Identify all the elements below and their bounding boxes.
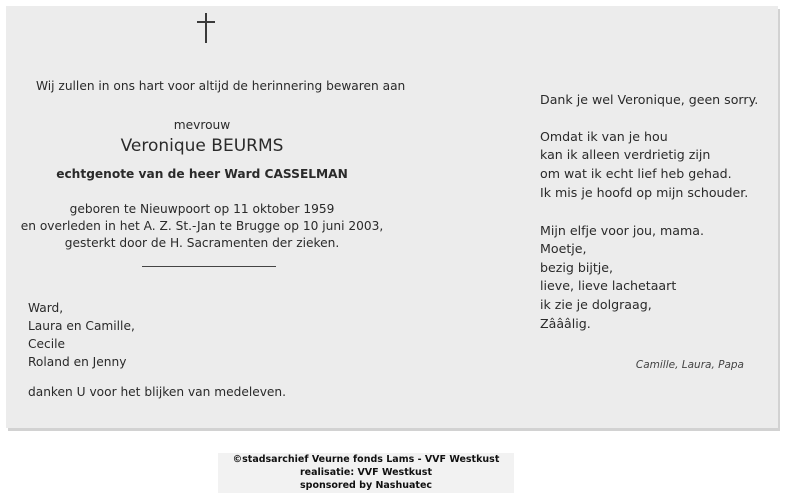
spouse-line: echtgenote van de heer Ward CASSELMAN xyxy=(56,167,348,181)
credits-realisation: realisatie: VVF Westkust xyxy=(299,467,433,478)
poem-line: kan ik alleen verdrietig zijn xyxy=(540,147,711,162)
poem-line: Mijn elfje voor jou, mama. xyxy=(540,223,704,238)
poem-line: lieve, lieve lachetaart xyxy=(540,278,677,293)
memorial-card xyxy=(6,6,778,428)
deceased-name: Veronique BEURMS xyxy=(120,136,284,156)
divider xyxy=(142,266,276,267)
birth-line: geboren te Nieuwpoort op 11 oktober 1959 xyxy=(69,202,335,216)
poem-line: Ik mis je hoofd op mijn schouder. xyxy=(540,185,749,200)
credits-box xyxy=(218,453,514,493)
sacraments-line: gesterkt door de H. Sacramenten der zieken. xyxy=(64,236,340,250)
salutation: mevrouw xyxy=(173,118,231,132)
family-line: Roland en Jenny xyxy=(28,355,127,369)
credits-sponsor: sponsored by Nashuatec xyxy=(299,480,433,491)
poem-line: om wat ik echt lief heb gehad. xyxy=(540,166,732,181)
family-line: Laura en Camille, xyxy=(28,319,135,333)
poem-line: bezig bijtje, xyxy=(540,260,614,275)
poem-line: ik zie je dolgraag, xyxy=(540,297,652,312)
poem-line: Moetje, xyxy=(540,241,587,256)
poem-line: Omdat ik van je hou xyxy=(540,129,668,144)
family-line: Cecile xyxy=(28,337,65,351)
cross-icon xyxy=(205,13,207,43)
intro-text: Wij zullen in ons hart voor altijd de herinnering bewaren aan xyxy=(36,79,406,93)
death-line: en overleden in het A. Z. St.-Jan te Brugge op 10 juni 2003, xyxy=(20,219,384,233)
poem-line: Zâââlig. xyxy=(540,316,591,331)
thanks-line: danken U voor het blijken van medeleven. xyxy=(28,385,287,399)
family-line: Ward, xyxy=(28,301,64,315)
signature: Camille, Laura, Papa xyxy=(635,359,744,371)
credits-archive: ©stadsarchief Veurne fonds Lams - VVF Westkust xyxy=(232,454,500,465)
poem-line: Dank je wel Veronique, geen sorry. xyxy=(540,92,759,107)
